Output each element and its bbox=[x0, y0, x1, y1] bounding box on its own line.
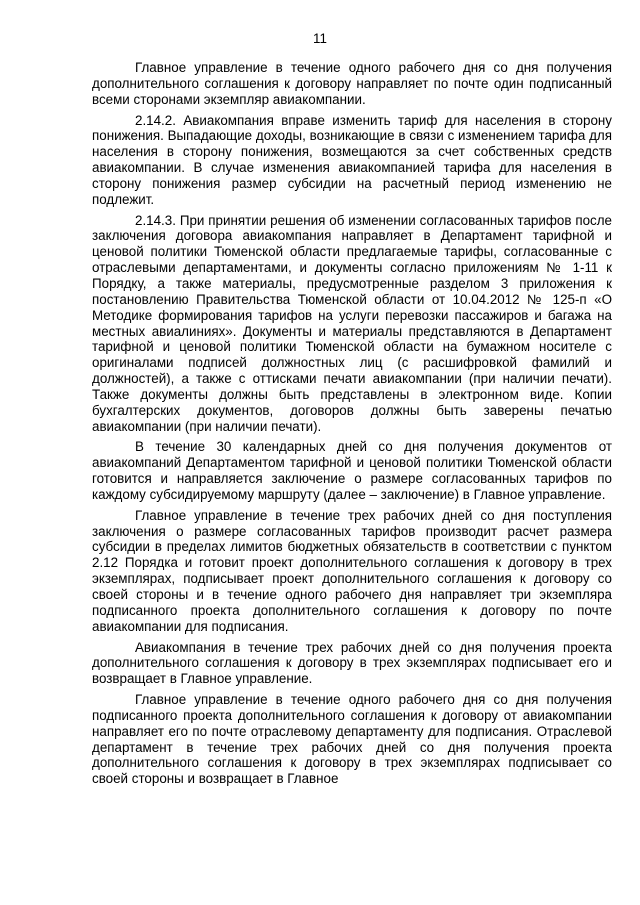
paragraph-30-day-conclusion: В течение 30 календарных дней со дня получения документов от авиакомпаний Департаментом тарифной и ценовой политики Тюменской области готовится и направляется заключение о размере согласованных тарифов по каждому субсидируемому маршруту (далее – заключение) в Главное управление. bbox=[92, 439, 612, 502]
paragraph-subsidy-calculation: Главное управление в течение трех рабочих дней со дня поступления заключения о размере согласованных тарифов производит расчет размера субсидии в пределах лимитов бюджетных обязательств в соответствии с пунктом 2.12 Порядка и готовит проект дополнительного соглашения к договору в трех экземплярах, подписывает проект дополнительного соглашения к договору со своей стороны и в течение одного рабочего дня направляет три экземпляра подписанного проекта дополнительного соглашения к договору по почте авиакомпании для подписания. bbox=[92, 507, 612, 634]
paragraph-2-14-3: 2.14.3. При принятии решения об изменении согласованных тарифов после заключения договора авиакомпания направляет в Департамент тарифной и ценовой политики Тюменской области предлагаемые тарифы, согласованные с отраслевыми департаментами, и документы согласно приложениям № 1-11 к Порядку, а также материалы, предусмотренные разделом 3 приложения к постановлению Правительства Тюменской области от 10.04.2012 № 125-п «О Методике формирования тарифов на услуги перевозки пассажиров и багажа на местных авиалиниях». Документы и материалы представляются в Департамент тарифной и ценовой политики Тюменской области на бумажном носителе с оригиналами подписей должностных лиц (с расшифровкой фамилий и должностей), а также с оттисками печати авиакомпании (при наличии печати). Также документы должны быть представлены в электронном виде. Копии бухгалтерских документов, договоров должны быть заверены печатью авиакомпании (при наличии печати). bbox=[92, 212, 612, 434]
paragraph-department-signing: Главное управление в течение одного рабочего дня со дня получения подписанного проекта дополнительного соглашения к договору от авиакомпании направляет его по почте отраслевому департаменту для подписания. Отраслевой департамент в течение трех рабочих дней со дня получения проекта дополнительного соглашения к договору в трех экземплярах подписывает со своей стороны и возвращает в Главное bbox=[92, 692, 612, 787]
document-body bbox=[92, 60, 612, 792]
page-number: 11 bbox=[313, 31, 327, 46]
paragraph-airline-signing: Авиакомпания в течение трех рабочих дней со дня получения проекта дополнительного соглашения к договору в трех экземплярах подписывает его и возвращает в Главное управление. bbox=[92, 639, 612, 687]
paragraph-2-14-2: 2.14.2. Авиакомпания вправе изменить тариф для населения в сторону понижения. Выпадающие доходы, возникающие в связи с изменением тарифа для населения в сторону понижения, возмещаются за счет собственных средств авиакомпании. В случае изменения авиакомпанией тарифа для населения в сторону понижения размер субсидии на расчетный период изменению не подлежит. bbox=[92, 112, 612, 207]
paragraph-delivery-of-agreement: Главное управление в течение одного рабочего дня со дня получения дополнительного соглашения к договору направляет по почте один подписанный всеми сторонами экземпляр авиакомпании. bbox=[92, 60, 612, 107]
